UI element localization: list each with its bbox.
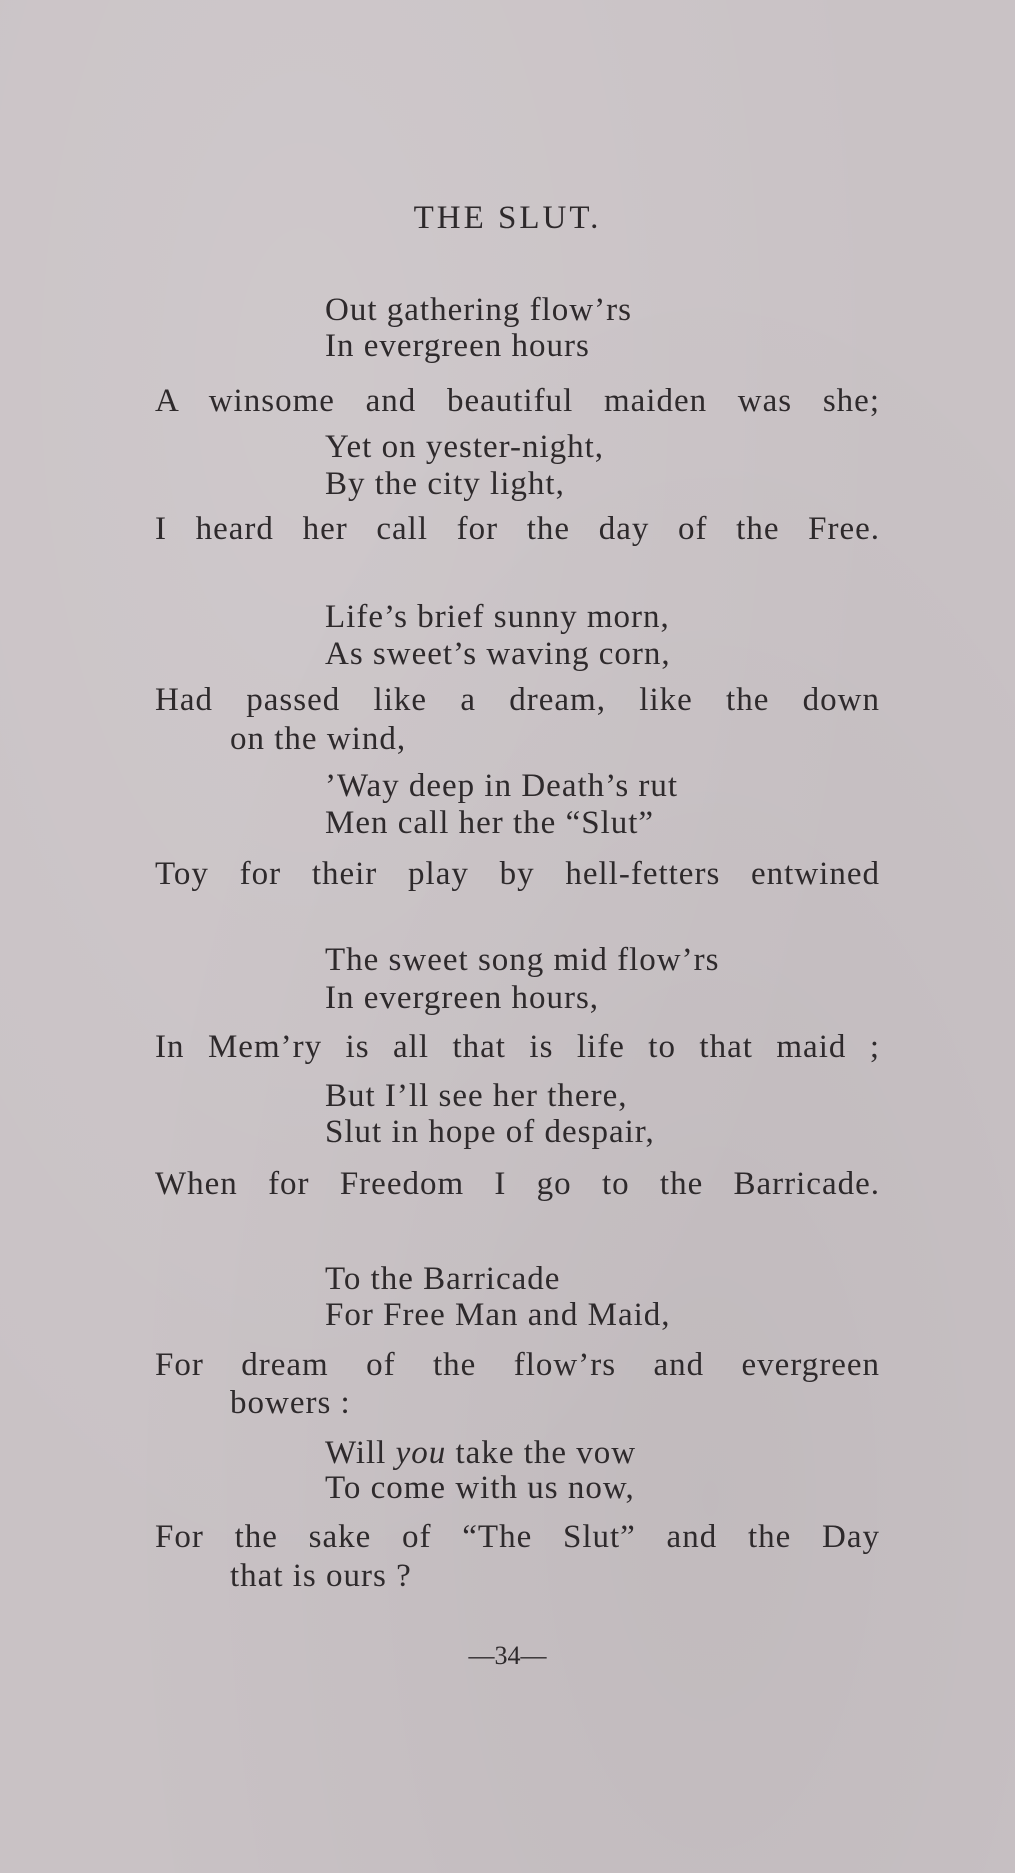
poem-line: Out gathering flow’rs (325, 292, 632, 328)
poem-line: For dream of the flow’rs and evergreen (155, 1347, 880, 1383)
poem-line: For the sake of “The Slut” and the Day (155, 1519, 880, 1555)
poem-line: In evergreen hours (325, 328, 590, 364)
poem-line: By the city light, (325, 466, 565, 502)
poem-line: The sweet song mid flow’rs (325, 942, 720, 978)
poem-word-italic: you (395, 1435, 447, 1471)
poem-line (325, 1434, 636, 1472)
page-number: —34— (468, 1641, 547, 1670)
poem-line: Life’s brief sunny morn, (325, 599, 670, 635)
poem-line: To come with us now, (325, 1470, 635, 1506)
poem-line: Yet on yester-night, (325, 429, 605, 465)
poem-line: For Free Man and Maid, (325, 1297, 671, 1333)
poem-line: Slut in hope of despair, (325, 1114, 655, 1150)
poem-line: ’Way deep in Death’s rut (325, 768, 679, 804)
poem-line: But I’ll see her there, (325, 1078, 628, 1114)
poem-title: THE SLUT. (413, 200, 602, 236)
poem-line-continuation: bowers : (230, 1385, 351, 1421)
poem-line: As sweet’s waving corn, (325, 636, 671, 672)
poem-line: A winsome and beautiful maiden was she; (155, 383, 880, 419)
poem-line: To the Barricade (325, 1261, 561, 1297)
poem-line-continuation: on the wind, (230, 721, 407, 757)
poem-word: Will (325, 1435, 387, 1471)
poem-line: Had passed like a dream, like the down (155, 682, 880, 718)
poem-line: I heard her call for the day of the Free. (155, 511, 880, 547)
poem-line: In Mem’ry is all that is life to that maid ; (155, 1029, 880, 1065)
poem-word: take the vow (455, 1435, 637, 1471)
poem-line: Men call her the “Slut” (325, 805, 655, 841)
poem-line: When for Freedom I go to the Barricade. (155, 1166, 880, 1202)
poem-line-continuation: that is ours ? (230, 1558, 412, 1594)
poem-line: Toy for their play by hell-fetters entwined (155, 856, 880, 892)
poem-line: In evergreen hours, (325, 980, 600, 1016)
